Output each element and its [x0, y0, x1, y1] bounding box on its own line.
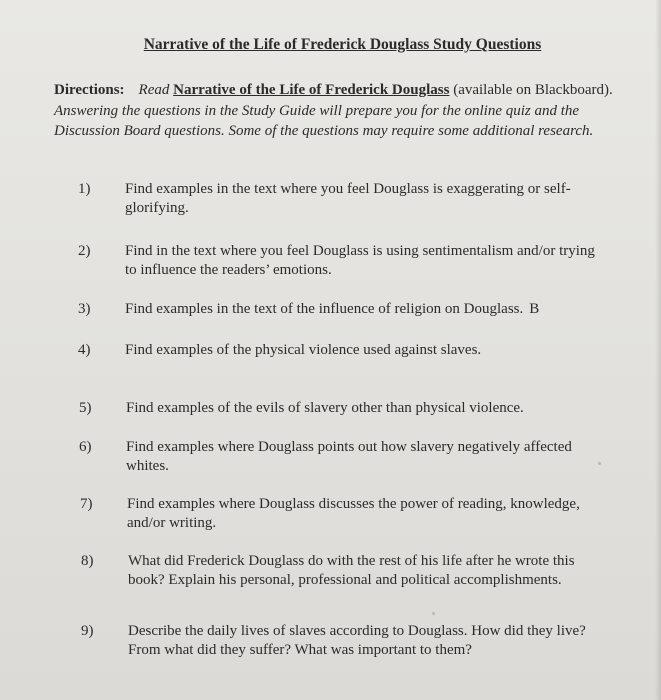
question-text: What did Frederick Douglass do with the rest of his life after he wrote this book? Explain his personal, professional and political accomplishments. — [128, 553, 575, 588]
question-number: 1) — [78, 181, 91, 197]
directions-paragraph — [54, 80, 624, 142]
paper-speck — [598, 462, 601, 465]
document-title: Narrative of the Life of Frederick Douglass Study Questions — [143, 36, 542, 53]
directions-instructions: Answering the questions in the Study Guide will prepare you for the online quiz and the Discussion Board questions. Some of the questions may require some additional research. — [54, 102, 594, 139]
question-number: 9) — [81, 623, 94, 639]
question-number: 4) — [78, 342, 91, 358]
question-number: 6) — [79, 439, 92, 455]
directions-book-title: Narrative of the Life of Frederick Douglass — [173, 82, 450, 98]
directions-board: Blackboard). — [534, 82, 613, 98]
question-text: Find examples in the text where you feel Douglass is exaggerating or self-glorifying. — [125, 181, 571, 216]
question-text: Find examples of the physical violence used against slaves. — [125, 342, 482, 358]
paper-speck — [432, 612, 435, 615]
question-annotation: B — [529, 301, 540, 317]
question-text: Find examples where Douglass discusses the power of reading, knowledge, and/or writing. — [127, 496, 580, 531]
question-text: Find in the text where you feel Douglass is using sentimentalism and/or trying to influence the readers’ emotions. — [125, 243, 595, 278]
directions-availability: (available on — [449, 82, 532, 98]
question-number: 7) — [80, 496, 93, 512]
question-text: Find examples in the text of the influence of religion on Douglass. — [125, 301, 524, 317]
question-text: Find examples of the evils of slavery other than physical violence. — [126, 400, 524, 416]
directions-label: Directions: — [54, 82, 125, 98]
question-number: 3) — [78, 301, 91, 317]
question-text: Describe the daily lives of slaves according to Douglass. How did they live? From what did they suffer? What was important to them? — [128, 623, 586, 658]
question-number: 2) — [78, 243, 91, 259]
directions-read: Read — [138, 82, 170, 98]
question-number: 8) — [81, 553, 94, 569]
page-edge-shadow — [655, 0, 661, 700]
question-number: 5) — [79, 400, 92, 416]
question-text: Find examples where Douglass points out how slavery negatively affected whites. — [126, 439, 572, 474]
